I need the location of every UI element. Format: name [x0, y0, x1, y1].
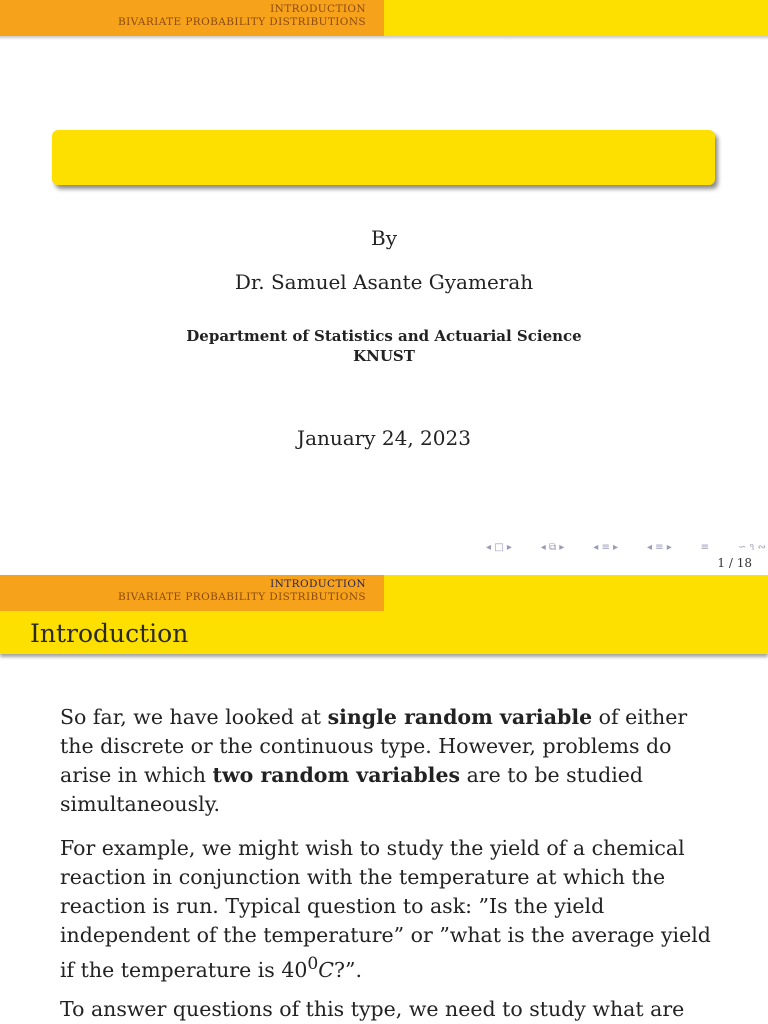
- paragraph-1-text-b: of either the discrete or the continuous type. However, problems do arise in which: [60, 705, 688, 787]
- nav-section-introduction[interactable]: INTRODUCTION: [270, 578, 366, 590]
- title-box: [52, 130, 715, 185]
- bold-term-single-random-variable: single random variable: [327, 705, 593, 729]
- header-bar: [0, 0, 768, 36]
- institution: KNUST: [353, 347, 415, 365]
- paragraph-1-text-c: are to be studied simultaneously.: [60, 763, 644, 816]
- frame-title: Introduction: [30, 619, 189, 648]
- nav-section-introduction[interactable]: INTRODUCTION: [270, 3, 366, 15]
- by-label: By: [371, 226, 397, 250]
- temperature-unit: C: [318, 957, 334, 982]
- introduction-slide: [0, 575, 768, 1024]
- department: Department of Statistics and Actuarial Science: [186, 327, 582, 345]
- section-navigation: [0, 575, 384, 611]
- appendix-nav-icon[interactable]: ≡: [700, 541, 710, 553]
- frame-nav-icon[interactable]: ◂ □ ▸: [486, 541, 512, 553]
- presentation-date: January 24, 2023: [297, 426, 471, 450]
- header-bar: [0, 575, 768, 611]
- header-right-band: [384, 575, 768, 611]
- page-number: 1 / 18: [717, 556, 752, 570]
- subsection-nav-icon[interactable]: ◂ ⧉ ▸: [540, 541, 565, 553]
- author-name: Dr. Samuel Asante Gyamerah: [234, 270, 534, 294]
- bold-term-two-random-variables: two random variables: [212, 763, 461, 787]
- nav-section-bivariate[interactable]: BIVARIATE PROBABILITY DISTRIBUTIONS: [117, 16, 366, 28]
- paragraph-2-tail: ?”.: [333, 957, 362, 982]
- paragraph-3: To answer questions of this type, we need to study what are: [60, 997, 685, 1021]
- affiliation: [0, 326, 768, 366]
- beamer-navigation-controls: [486, 540, 766, 554]
- paragraph-2-text: For example, we might wish to study the yield of a chemical reaction in conjunction with the temperature at which the reaction is run. Typical question to ask: ”Is the yield independent of the temperature” or ”what is the average yield if the temperature is 40: [60, 836, 711, 982]
- section-nav-icon[interactable]: ◂ ≡ ▸: [593, 541, 619, 553]
- paragraph-1: [60, 703, 720, 819]
- header-shadow: [0, 36, 768, 40]
- temperature-superscript: 0: [307, 954, 319, 974]
- section-navigation: [0, 0, 384, 36]
- paragraph-2: [60, 834, 720, 985]
- paragraph-1-text-a: So far, we have looked at: [60, 705, 328, 729]
- search-zoom-icon[interactable]: ∽ ૧ ∾: [737, 541, 766, 553]
- subsection-list-nav-icon[interactable]: ◂ ≡ ▸: [646, 541, 672, 553]
- header-right-band: [384, 0, 768, 36]
- nav-section-bivariate[interactable]: BIVARIATE PROBABILITY DISTRIBUTIONS: [117, 591, 366, 603]
